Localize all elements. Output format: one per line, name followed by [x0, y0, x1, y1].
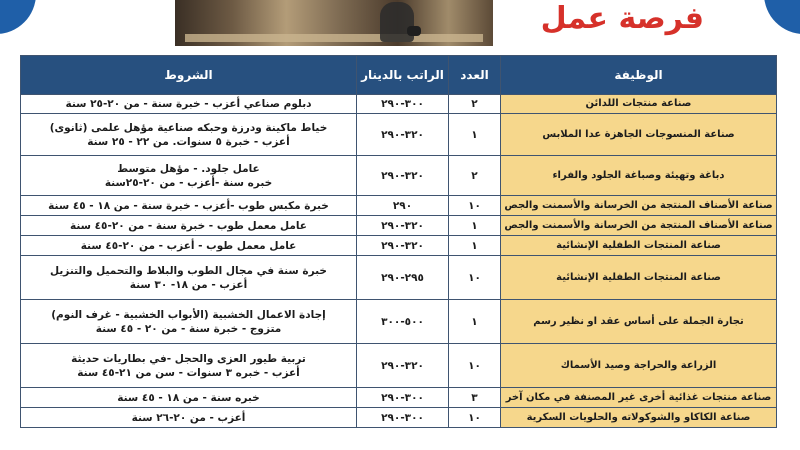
table-row [21, 196, 777, 216]
cell-job: صناعة الأصناف المنتجة من الخرسانة والأسمنت والجص [501, 196, 777, 216]
cell-conditions [21, 344, 357, 388]
cell-count: ١٠ [449, 196, 501, 216]
cell-count: ١٠ [449, 344, 501, 388]
cell-salary: ٣٠٠-٢٩٠ [357, 95, 449, 114]
column-header-job: الوظيفة [501, 56, 777, 95]
table-row [21, 256, 777, 300]
column-header-conditions: الشروط [21, 56, 357, 95]
table-row [21, 114, 777, 156]
table-row [21, 344, 777, 388]
decor-circle-right [764, 0, 800, 34]
cell-job: صناعة الكاكاو والشوكولاته والحلويات السكرية [501, 408, 777, 428]
table-row [21, 408, 777, 428]
condition-line: خبرة مكبس طوب -أعزب - خبرة سنة - من ١٨ - ٤٥ سنة [48, 199, 329, 212]
cell-conditions [21, 196, 357, 216]
condition-line: عامل جلود. - مؤهل متوسط [117, 162, 260, 175]
photo-glove [407, 26, 421, 36]
table-row [21, 300, 777, 344]
cell-job: الزراعة والحراجة وصيد الأسماك [501, 344, 777, 388]
cell-count: ١ [449, 236, 501, 256]
condition-line: إجادة الاعمال الخشبية (الأبواب الخشبية - غرف النوم) [51, 308, 326, 321]
cell-conditions [21, 408, 357, 428]
cell-job: صناعة المنسوجات الجاهزة عدا الملابس [501, 114, 777, 156]
jobs-table [20, 55, 777, 428]
cell-conditions [21, 236, 357, 256]
cell-salary: ٥٠٠-٣٠٠ [357, 300, 449, 344]
condition-line: خبرة سنة في مجال الطوب والبلاط والتحميل والتنزيل [49, 264, 327, 277]
cell-conditions [21, 300, 357, 344]
photo-bench [185, 34, 483, 42]
cell-job: صناعة الأصناف المنتجة من الخرسانة والأسمنت والجص [501, 216, 777, 236]
cell-count: ١ [449, 216, 501, 236]
condition-line: أعزب - من ٢٠-٢٦ سنة [131, 411, 246, 424]
condition-line: خبره سنة - من ١٨ - ٤٥ سنة [117, 391, 260, 404]
condition-line: أعزب - خبرة ٥ سنوات. من ٢٢ - ٢٥ سنة [87, 135, 290, 148]
table-row [21, 216, 777, 236]
cell-count: ٢ [449, 95, 501, 114]
workshop-photo [175, 0, 493, 46]
cell-conditions [21, 114, 357, 156]
column-header-count: العدد [449, 56, 501, 95]
condition-line: متزوج - خبرة سنة - من ٢٠ - ٤٥ سنة [95, 322, 282, 335]
cell-conditions [21, 388, 357, 408]
cell-count: ١٠ [449, 408, 501, 428]
condition-line: أعزب - من ١٨- ٣٠ سنة [129, 278, 248, 291]
cell-count: ٣ [449, 388, 501, 408]
cell-conditions [21, 156, 357, 196]
table-row [21, 236, 777, 256]
cell-job: صناعة المنتجات الطفلية الإنشائية [501, 236, 777, 256]
cell-conditions [21, 95, 357, 114]
cell-conditions [21, 216, 357, 236]
condition-line: عامل معمل طوب - أعزب - من ٢٠-٤٥ سنة [80, 239, 297, 252]
condition-line: تربية طيور العزى والحجل -في بطاريات حديثة [71, 352, 306, 365]
cell-salary: ٢٩٠ [357, 196, 449, 216]
cell-salary: ٢٩٥-٢٩٠ [357, 256, 449, 300]
table-row [21, 156, 777, 196]
table-row [21, 388, 777, 408]
photo-worker [380, 2, 414, 42]
cell-job: صناعة المنتجات الطفلية الإنشائية [501, 256, 777, 300]
cell-job: صناعة منتجات اللدائن [501, 95, 777, 114]
condition-line: عامل معمل طوب - خبرة سنة - من ٢٠-٤٥ سنة [70, 219, 307, 232]
cell-salary: ٣٠٠-٢٩٠ [357, 408, 449, 428]
cell-count: ٢ [449, 156, 501, 196]
cell-conditions [21, 256, 357, 300]
condition-line: خبره سنة -أعزب - من ٢٠-٢٥سنة [104, 176, 273, 189]
page-title: فرصة عمل [540, 1, 704, 36]
cell-job: تجارة الجملة على أساس عقد او نظير رسم [501, 300, 777, 344]
cell-count: ١٠ [449, 256, 501, 300]
cell-salary: ٣٢٠-٢٩٠ [357, 236, 449, 256]
decor-circle-left [0, 0, 36, 34]
cell-salary: ٣٢٠-٢٩٠ [357, 114, 449, 156]
table-header-row [21, 56, 777, 95]
table-row [21, 95, 777, 114]
condition-line: أعزب - خبره ٣ سنوات - سن من ٢١-٤٥ سنة [77, 366, 300, 379]
condition-line: دبلوم صناعي أعزب - خبرة سنة - من ٢٠-٢٥ سنة [65, 98, 312, 110]
cell-salary: ٣٢٠-٢٩٠ [357, 216, 449, 236]
cell-job: صناعة منتجات غذائية أخرى غير المصنفة في مكان آخر [501, 388, 777, 408]
cell-salary: ٣٢٠-٢٩٠ [357, 344, 449, 388]
cell-count: ١ [449, 114, 501, 156]
cell-salary: ٣٠٠-٢٩٠ [357, 388, 449, 408]
condition-line: خياط ماكينة ودرزة وحبكه صناعية مؤهل علمى (ثانوى) [49, 121, 328, 134]
cell-job: دباغة وتهيئة وصباغة الجلود والفراء [501, 156, 777, 196]
column-header-salary: الراتب بالدينار [357, 56, 449, 95]
cell-count: ١ [449, 300, 501, 344]
cell-salary: ٣٢٠-٢٩٠ [357, 156, 449, 196]
